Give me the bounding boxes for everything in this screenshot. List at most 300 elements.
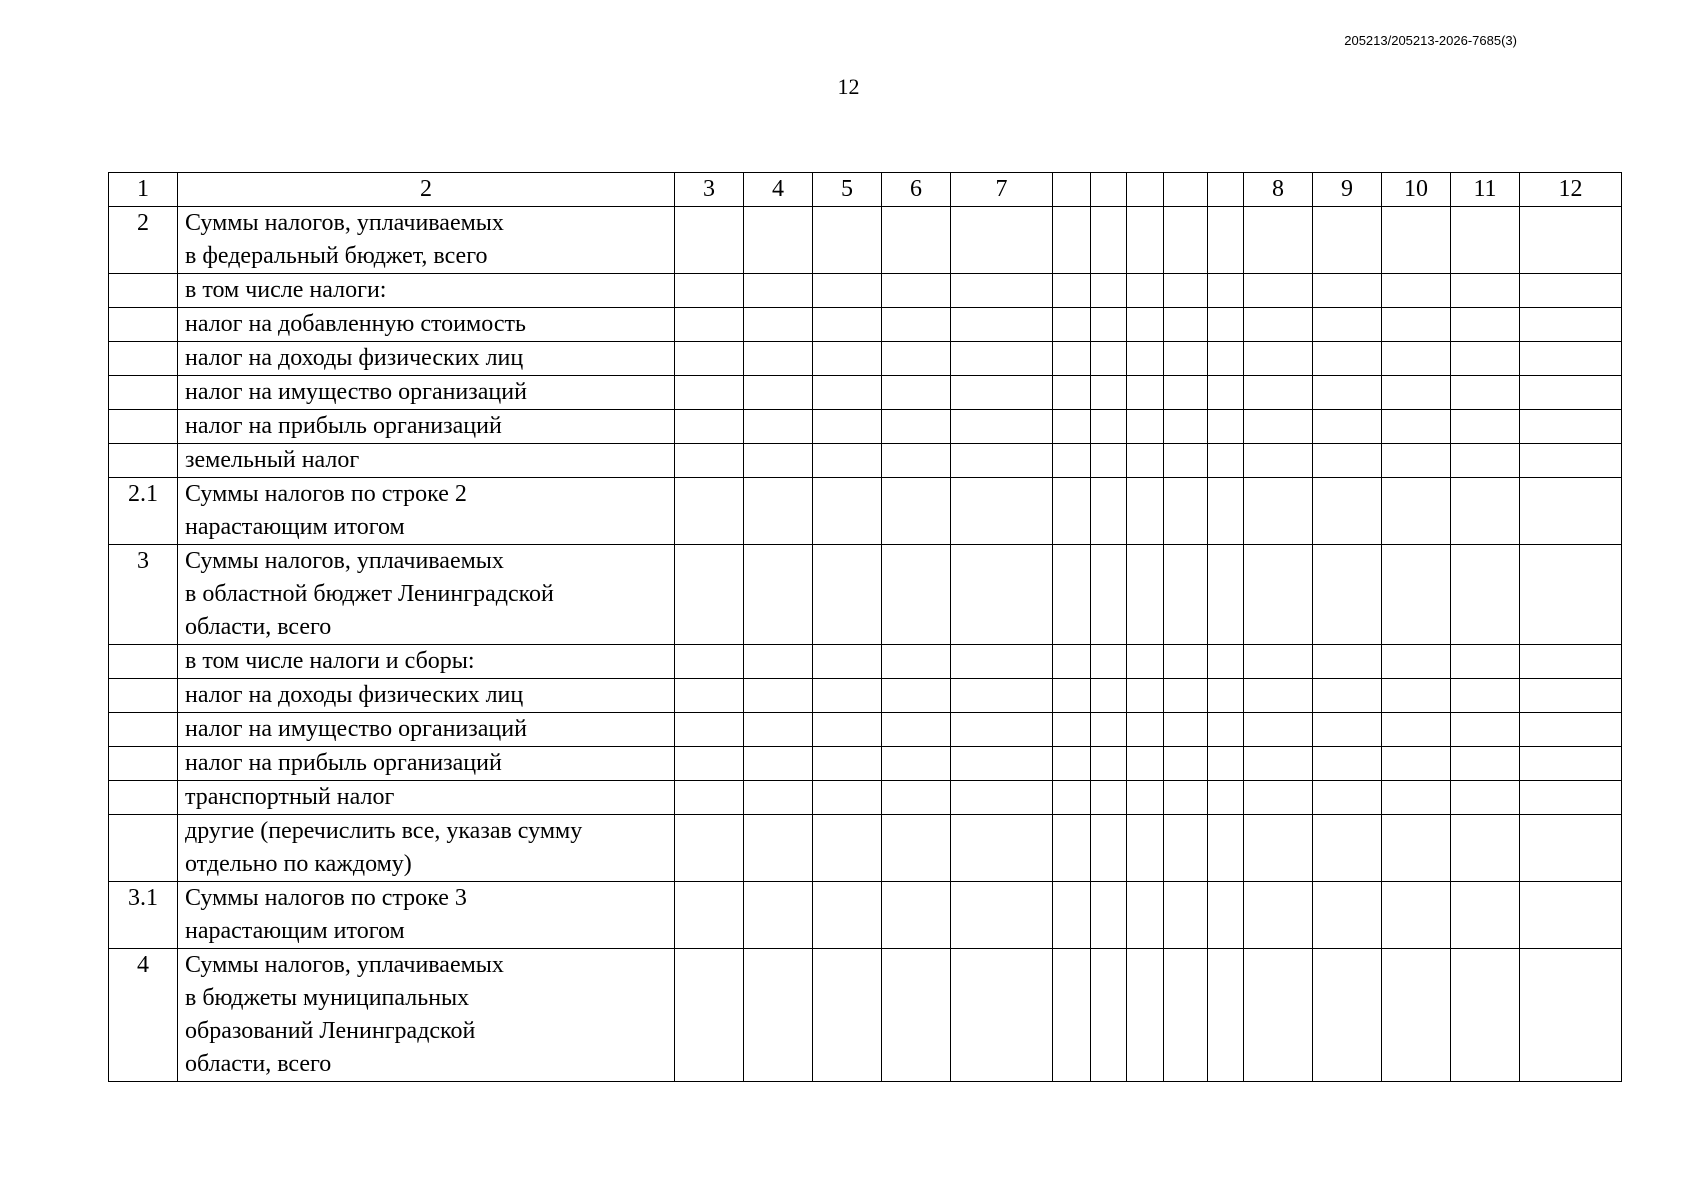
row-number-cell <box>109 815 178 882</box>
value-cell <box>744 949 813 1082</box>
value-cell <box>1164 308 1208 342</box>
column-number-cell <box>1208 173 1244 207</box>
value-cell <box>1313 679 1382 713</box>
value-cell <box>1053 342 1091 376</box>
value-cell <box>1208 444 1244 478</box>
value-cell <box>1127 376 1164 410</box>
table-row <box>109 713 1622 747</box>
row-number-cell <box>109 713 178 747</box>
value-cell <box>1520 308 1622 342</box>
value-cell <box>882 815 951 882</box>
value-cell <box>1313 308 1382 342</box>
value-cell <box>1164 949 1208 1082</box>
value-cell <box>813 308 882 342</box>
table-row <box>109 545 1622 645</box>
value-cell <box>1451 713 1520 747</box>
value-cell <box>744 679 813 713</box>
value-cell <box>1127 444 1164 478</box>
value-cell <box>1053 679 1091 713</box>
value-cell <box>1520 274 1622 308</box>
value-cell <box>675 207 744 274</box>
value-cell <box>744 781 813 815</box>
value-cell <box>675 781 744 815</box>
value-cell <box>1244 747 1313 781</box>
column-number-cell <box>1164 173 1208 207</box>
table-row <box>109 274 1622 308</box>
value-cell <box>744 815 813 882</box>
row-label-cell: налог на добавленную стоимость <box>178 308 675 342</box>
value-cell <box>882 781 951 815</box>
value-cell <box>1451 882 1520 949</box>
value-cell <box>1164 645 1208 679</box>
value-cell <box>1451 410 1520 444</box>
value-cell <box>1164 815 1208 882</box>
table-row <box>109 376 1622 410</box>
value-cell <box>1244 207 1313 274</box>
value-cell <box>1244 274 1313 308</box>
value-cell <box>1382 882 1451 949</box>
column-number-cell: 9 <box>1313 173 1382 207</box>
value-cell <box>951 645 1053 679</box>
value-cell <box>744 410 813 444</box>
value-cell <box>1164 713 1208 747</box>
row-number-cell: 3.1 <box>109 882 178 949</box>
value-cell <box>1382 478 1451 545</box>
value-cell <box>744 444 813 478</box>
row-number-cell: 4 <box>109 949 178 1082</box>
value-cell <box>1451 781 1520 815</box>
value-cell <box>1451 274 1520 308</box>
value-cell <box>675 949 744 1082</box>
value-cell <box>1127 949 1164 1082</box>
value-cell <box>1520 747 1622 781</box>
value-cell <box>744 308 813 342</box>
table-header-row <box>109 173 1622 207</box>
value-cell <box>1520 882 1622 949</box>
value-cell <box>813 376 882 410</box>
value-cell <box>1053 645 1091 679</box>
value-cell <box>813 274 882 308</box>
value-cell <box>1208 410 1244 444</box>
value-cell <box>882 478 951 545</box>
value-cell <box>675 308 744 342</box>
value-cell <box>1091 410 1127 444</box>
value-cell <box>1451 478 1520 545</box>
row-label-cell: Суммы налогов по строке 2 нарастающим итогом <box>178 478 675 545</box>
value-cell <box>1053 207 1091 274</box>
value-cell <box>1313 781 1382 815</box>
value-cell <box>1244 308 1313 342</box>
table-row <box>109 308 1622 342</box>
document-id: 205213/205213-2026-7685(3) <box>1344 33 1517 48</box>
table-row <box>109 781 1622 815</box>
value-cell <box>1520 645 1622 679</box>
value-cell <box>744 882 813 949</box>
row-number-cell <box>109 342 178 376</box>
row-number-cell <box>109 781 178 815</box>
value-cell <box>1244 949 1313 1082</box>
value-cell <box>882 949 951 1082</box>
value-cell <box>1520 342 1622 376</box>
value-cell <box>951 815 1053 882</box>
value-cell <box>1244 478 1313 545</box>
value-cell <box>1313 376 1382 410</box>
value-cell <box>744 342 813 376</box>
value-cell <box>813 747 882 781</box>
table-row <box>109 949 1622 1082</box>
row-label-cell: налог на прибыль организаций <box>178 410 675 444</box>
value-cell <box>1313 882 1382 949</box>
value-cell <box>1091 342 1127 376</box>
value-cell <box>1313 478 1382 545</box>
tax-payments-table <box>108 172 1622 1082</box>
value-cell <box>1053 444 1091 478</box>
value-cell <box>1520 679 1622 713</box>
value-cell <box>1164 679 1208 713</box>
value-cell <box>1053 376 1091 410</box>
value-cell <box>1313 274 1382 308</box>
value-cell <box>1451 949 1520 1082</box>
table-row <box>109 207 1622 274</box>
value-cell <box>675 545 744 645</box>
row-number-cell <box>109 679 178 713</box>
table-row <box>109 342 1622 376</box>
value-cell <box>1451 545 1520 645</box>
row-number-cell <box>109 308 178 342</box>
value-cell <box>675 882 744 949</box>
value-cell <box>1244 545 1313 645</box>
value-cell <box>675 410 744 444</box>
value-cell <box>882 713 951 747</box>
column-number-cell: 12 <box>1520 173 1622 207</box>
value-cell <box>1451 444 1520 478</box>
value-cell <box>951 545 1053 645</box>
value-cell <box>951 679 1053 713</box>
value-cell <box>882 645 951 679</box>
value-cell <box>1382 713 1451 747</box>
value-cell <box>1244 781 1313 815</box>
value-cell <box>1451 308 1520 342</box>
value-cell <box>951 781 1053 815</box>
value-cell <box>1244 342 1313 376</box>
value-cell <box>951 308 1053 342</box>
value-cell <box>744 274 813 308</box>
value-cell <box>813 342 882 376</box>
column-number-cell: 6 <box>882 173 951 207</box>
value-cell <box>1127 747 1164 781</box>
value-cell <box>1053 713 1091 747</box>
value-cell <box>951 410 1053 444</box>
value-cell <box>1053 410 1091 444</box>
value-cell <box>1520 410 1622 444</box>
value-cell <box>951 274 1053 308</box>
value-cell <box>813 545 882 645</box>
value-cell <box>951 747 1053 781</box>
table-body <box>109 173 1622 1082</box>
value-cell <box>1520 815 1622 882</box>
value-cell <box>1164 444 1208 478</box>
column-number-cell <box>1053 173 1091 207</box>
value-cell <box>1208 882 1244 949</box>
value-cell <box>813 713 882 747</box>
column-number-cell: 7 <box>951 173 1053 207</box>
value-cell <box>1382 274 1451 308</box>
value-cell <box>882 747 951 781</box>
value-cell <box>1208 308 1244 342</box>
column-number-cell <box>1091 173 1127 207</box>
value-cell <box>1244 410 1313 444</box>
value-cell <box>1313 342 1382 376</box>
value-cell <box>1208 713 1244 747</box>
value-cell <box>1091 376 1127 410</box>
value-cell <box>1208 478 1244 545</box>
row-number-cell <box>109 645 178 679</box>
value-cell <box>1382 545 1451 645</box>
value-cell <box>1208 342 1244 376</box>
value-cell <box>1127 478 1164 545</box>
value-cell <box>1127 410 1164 444</box>
row-number-cell <box>109 274 178 308</box>
table-row <box>109 410 1622 444</box>
value-cell <box>1382 949 1451 1082</box>
value-cell <box>813 410 882 444</box>
value-cell <box>813 207 882 274</box>
value-cell <box>1451 747 1520 781</box>
value-cell <box>951 207 1053 274</box>
value-cell <box>1208 781 1244 815</box>
value-cell <box>882 342 951 376</box>
value-cell <box>1127 815 1164 882</box>
row-label-cell: налог на доходы физических лиц <box>178 342 675 376</box>
value-cell <box>1313 645 1382 679</box>
row-label-cell: другие (перечислить все, указав сумму отдельно по каждому) <box>178 815 675 882</box>
value-cell <box>1382 747 1451 781</box>
column-number-cell: 8 <box>1244 173 1313 207</box>
value-cell <box>1127 645 1164 679</box>
value-cell <box>882 308 951 342</box>
table-row <box>109 747 1622 781</box>
value-cell <box>1091 949 1127 1082</box>
value-cell <box>675 747 744 781</box>
value-cell <box>1091 444 1127 478</box>
value-cell <box>1520 376 1622 410</box>
value-cell <box>1053 545 1091 645</box>
value-cell <box>1091 747 1127 781</box>
value-cell <box>1382 342 1451 376</box>
row-label-cell: в том числе налоги: <box>178 274 675 308</box>
value-cell <box>1091 679 1127 713</box>
value-cell <box>951 949 1053 1082</box>
value-cell <box>1208 274 1244 308</box>
value-cell <box>1127 713 1164 747</box>
value-cell <box>882 545 951 645</box>
row-label-cell: Суммы налогов, уплачиваемых в областной бюджет Ленинградской области, всего <box>178 545 675 645</box>
value-cell <box>1520 444 1622 478</box>
value-cell <box>1451 376 1520 410</box>
value-cell <box>1382 410 1451 444</box>
value-cell <box>1208 949 1244 1082</box>
column-number-cell: 3 <box>675 173 744 207</box>
value-cell <box>1127 545 1164 645</box>
value-cell <box>1244 713 1313 747</box>
value-cell <box>882 410 951 444</box>
value-cell <box>1208 679 1244 713</box>
value-cell <box>1382 815 1451 882</box>
value-cell <box>951 444 1053 478</box>
value-cell <box>1382 645 1451 679</box>
value-cell <box>1091 308 1127 342</box>
value-cell <box>1313 444 1382 478</box>
value-cell <box>882 679 951 713</box>
value-cell <box>1091 645 1127 679</box>
value-cell <box>1127 207 1164 274</box>
value-cell <box>1244 882 1313 949</box>
value-cell <box>882 882 951 949</box>
value-cell <box>1127 274 1164 308</box>
row-number-cell <box>109 747 178 781</box>
column-number-cell: 11 <box>1451 173 1520 207</box>
value-cell <box>951 342 1053 376</box>
value-cell <box>675 645 744 679</box>
value-cell <box>1164 882 1208 949</box>
value-cell <box>1451 645 1520 679</box>
value-cell <box>1208 747 1244 781</box>
value-cell <box>1164 207 1208 274</box>
value-cell <box>1313 747 1382 781</box>
value-cell <box>1244 815 1313 882</box>
row-label-cell: налог на имущество организаций <box>178 713 675 747</box>
value-cell <box>1313 713 1382 747</box>
value-cell <box>1520 545 1622 645</box>
value-cell <box>1451 207 1520 274</box>
row-label-cell: Суммы налогов по строке 3 нарастающим итогом <box>178 882 675 949</box>
row-number-cell: 2.1 <box>109 478 178 545</box>
value-cell <box>1091 207 1127 274</box>
value-cell <box>744 713 813 747</box>
value-cell <box>882 376 951 410</box>
row-label-cell: налог на прибыль организаций <box>178 747 675 781</box>
column-number-cell: 1 <box>109 173 178 207</box>
column-number-cell <box>1127 173 1164 207</box>
value-cell <box>1164 545 1208 645</box>
value-cell <box>675 713 744 747</box>
value-cell <box>813 949 882 1082</box>
table-row <box>109 815 1622 882</box>
value-cell <box>1451 815 1520 882</box>
value-cell <box>1244 679 1313 713</box>
value-cell <box>1127 308 1164 342</box>
value-cell <box>1053 882 1091 949</box>
value-cell <box>951 713 1053 747</box>
value-cell <box>1382 444 1451 478</box>
value-cell <box>1244 376 1313 410</box>
value-cell <box>882 207 951 274</box>
value-cell <box>1164 410 1208 444</box>
value-cell <box>1164 781 1208 815</box>
value-cell <box>1053 478 1091 545</box>
value-cell <box>1127 781 1164 815</box>
value-cell <box>813 815 882 882</box>
row-label-cell: налог на имущество организаций <box>178 376 675 410</box>
value-cell <box>1208 815 1244 882</box>
value-cell <box>1053 308 1091 342</box>
value-cell <box>813 645 882 679</box>
value-cell <box>1451 342 1520 376</box>
value-cell <box>744 545 813 645</box>
value-cell <box>1520 713 1622 747</box>
value-cell <box>1053 274 1091 308</box>
value-cell <box>675 815 744 882</box>
row-label-cell: Суммы налогов, уплачиваемых в бюджеты муниципальных образований Ленинградской области, всего <box>178 949 675 1082</box>
value-cell <box>1053 781 1091 815</box>
value-cell <box>1382 376 1451 410</box>
table-row <box>109 444 1622 478</box>
value-cell <box>1208 376 1244 410</box>
row-number-cell <box>109 410 178 444</box>
value-cell <box>951 478 1053 545</box>
table-row <box>109 679 1622 713</box>
value-cell <box>1091 545 1127 645</box>
value-cell <box>813 478 882 545</box>
row-label-cell: налог на доходы физических лиц <box>178 679 675 713</box>
value-cell <box>1127 342 1164 376</box>
value-cell <box>1164 478 1208 545</box>
value-cell <box>1244 645 1313 679</box>
value-cell <box>1520 207 1622 274</box>
value-cell <box>1244 444 1313 478</box>
value-cell <box>1520 478 1622 545</box>
row-number-cell <box>109 376 178 410</box>
column-number-cell: 5 <box>813 173 882 207</box>
value-cell <box>1382 679 1451 713</box>
value-cell <box>675 478 744 545</box>
value-cell <box>675 376 744 410</box>
value-cell <box>813 781 882 815</box>
value-cell <box>1053 815 1091 882</box>
value-cell <box>1127 882 1164 949</box>
value-cell <box>675 679 744 713</box>
value-cell <box>1451 679 1520 713</box>
column-number-cell: 2 <box>178 173 675 207</box>
value-cell <box>1127 679 1164 713</box>
table-row <box>109 645 1622 679</box>
value-cell <box>1208 545 1244 645</box>
value-cell <box>1053 949 1091 1082</box>
value-cell <box>744 207 813 274</box>
row-number-cell: 2 <box>109 207 178 274</box>
value-cell <box>744 747 813 781</box>
value-cell <box>1382 308 1451 342</box>
row-number-cell: 3 <box>109 545 178 645</box>
row-label-cell: транспортный налог <box>178 781 675 815</box>
value-cell <box>1053 747 1091 781</box>
row-label-cell: в том числе налоги и сборы: <box>178 645 675 679</box>
value-cell <box>1164 342 1208 376</box>
value-cell <box>1520 949 1622 1082</box>
table-row <box>109 882 1622 949</box>
value-cell <box>1091 274 1127 308</box>
value-cell <box>744 645 813 679</box>
row-label-cell: земельный налог <box>178 444 675 478</box>
value-cell <box>1164 747 1208 781</box>
column-number-cell: 4 <box>744 173 813 207</box>
value-cell <box>882 274 951 308</box>
value-cell <box>744 376 813 410</box>
value-cell <box>675 274 744 308</box>
value-cell <box>1208 645 1244 679</box>
value-cell <box>1091 478 1127 545</box>
row-number-cell <box>109 444 178 478</box>
